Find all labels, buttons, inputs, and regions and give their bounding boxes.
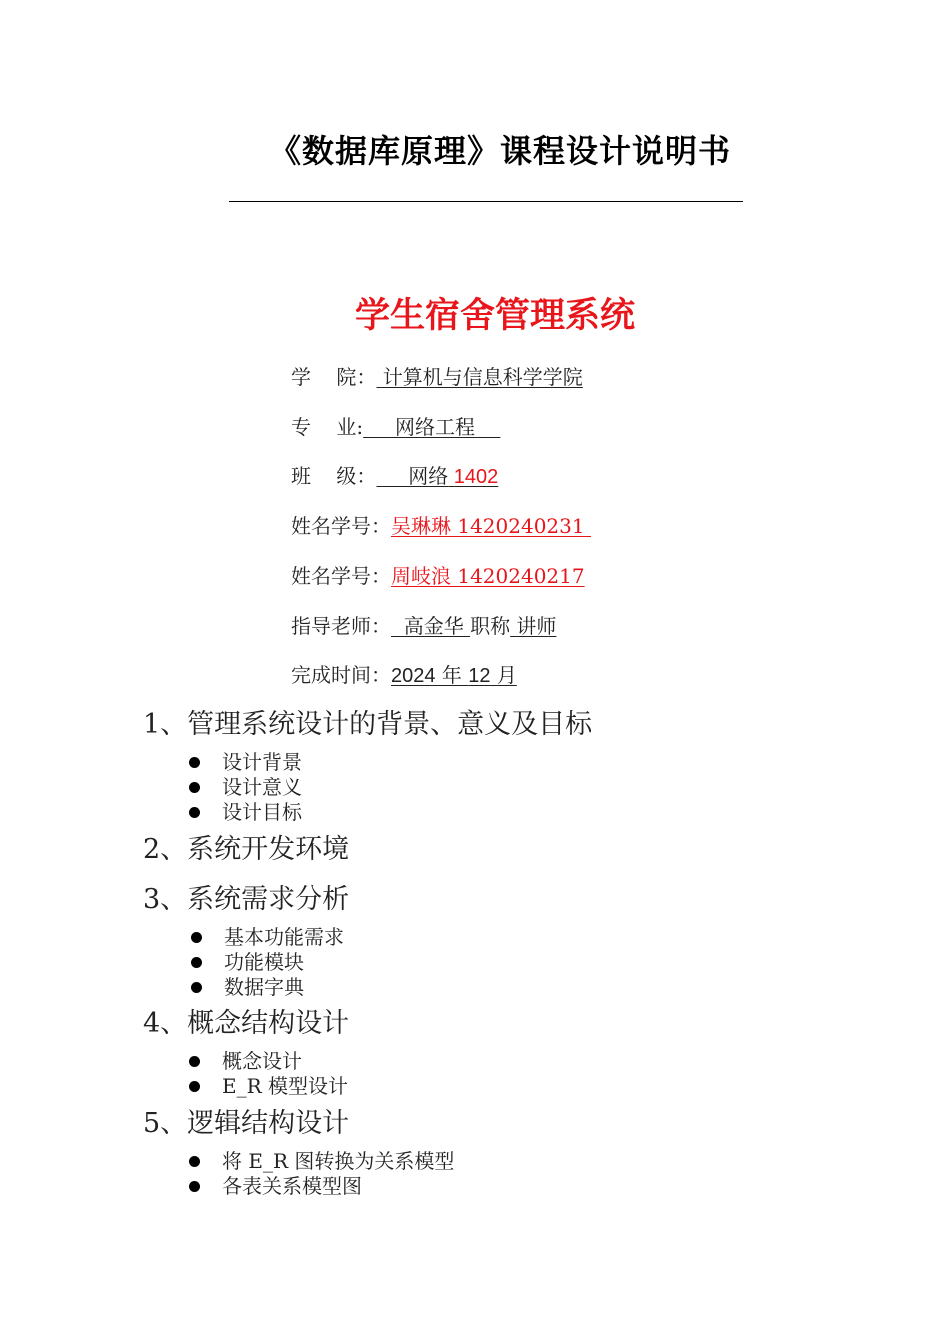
date-value: [391, 663, 517, 687]
bullet-icon: [191, 957, 202, 968]
document-title: 《数据库原理》课程设计说明书: [268, 132, 731, 170]
advisor-name: 高金华: [391, 614, 471, 638]
list-item: [189, 800, 302, 825]
student2-label: 姓名学号：: [291, 564, 391, 588]
list-item-text: 设计意义: [222, 775, 302, 799]
date-month-unit: 月: [490, 663, 517, 687]
info-row-class: [291, 463, 498, 490]
project-title: 学生宿舍管理系统: [354, 296, 635, 336]
date-label: 完成时间：: [291, 663, 391, 687]
bullet-icon: [189, 807, 200, 818]
list-item-text: 功能模块: [224, 950, 304, 974]
bullet-icon: [191, 932, 202, 943]
bullet-icon: [189, 782, 200, 793]
info-row-student-2: [291, 563, 585, 589]
student2-value: 周岐浪 1420240217: [391, 564, 585, 588]
toc-section-5: 5、逻辑结构设计: [143, 1108, 350, 1139]
toc-section-3-list: [191, 925, 344, 1000]
toc-section-4-list: [189, 1049, 348, 1099]
info-row-student-1: [291, 513, 591, 539]
class-value: [376, 464, 498, 488]
list-item: [191, 950, 344, 975]
toc-section-3: 3、系统需求分析: [143, 884, 350, 915]
bullet-icon: [189, 1081, 200, 1092]
bullet-icon: [191, 982, 202, 993]
bullet-icon: [189, 757, 200, 768]
date-year: 2024: [391, 665, 436, 687]
toc-section-4: 4、概念结构设计: [143, 1008, 350, 1039]
list-item: [191, 925, 344, 950]
info-row-college: [291, 364, 583, 390]
student1-value: 吴琳琳 1420240231: [391, 514, 591, 538]
list-item: [189, 1049, 348, 1074]
info-row-advisor: [291, 613, 556, 639]
major-value: 网络工程: [363, 415, 501, 439]
list-item: [189, 1174, 454, 1199]
info-row-major: [291, 414, 500, 440]
college-label: 学 院：: [291, 365, 377, 389]
class-label: 班 级：: [291, 464, 377, 488]
date-month: 12: [468, 665, 491, 687]
list-item-text: 设计目标: [222, 800, 302, 824]
toc-section-1-list: [189, 750, 302, 825]
advisor-label: 指导老师：: [291, 614, 391, 638]
list-item: [189, 1074, 348, 1099]
toc-section-2: 2、系统开发环境: [143, 834, 350, 865]
date-year-unit: 年: [435, 663, 469, 687]
toc-section-5-list: [189, 1149, 454, 1199]
bullet-icon: [189, 1181, 200, 1192]
list-item: [191, 975, 344, 1000]
advisor-title: 讲师: [510, 614, 557, 638]
class-value-prefix: 网络: [376, 464, 449, 488]
bullet-icon: [189, 1156, 200, 1167]
list-item-text: 将 E_R 图转换为关系模型: [222, 1149, 455, 1173]
bullet-icon: [189, 1056, 200, 1067]
list-item-text: 设计背景: [222, 750, 302, 774]
student1-label: 姓名学号：: [291, 514, 391, 538]
advisor-title-label: 职称: [470, 614, 511, 638]
list-item-text: 概念设计: [222, 1049, 302, 1073]
class-value-number: 1402: [448, 466, 499, 488]
list-item-text: 基本功能需求: [224, 925, 344, 949]
major-label: 专 业:: [291, 415, 364, 439]
list-item: [189, 1149, 454, 1174]
list-item-text: E_R 模型设计: [222, 1074, 349, 1098]
toc-section-1: 1、管理系统设计的背景、意义及目标: [143, 709, 593, 740]
college-value: 计算机与信息科学学院: [376, 365, 583, 389]
list-item-text: 各表关系模型图: [222, 1174, 362, 1198]
list-item-text: 数据字典: [224, 975, 304, 999]
title-underline-rule: [229, 201, 743, 202]
list-item: [189, 750, 302, 775]
list-item: [189, 775, 302, 800]
info-row-date: [291, 662, 517, 689]
